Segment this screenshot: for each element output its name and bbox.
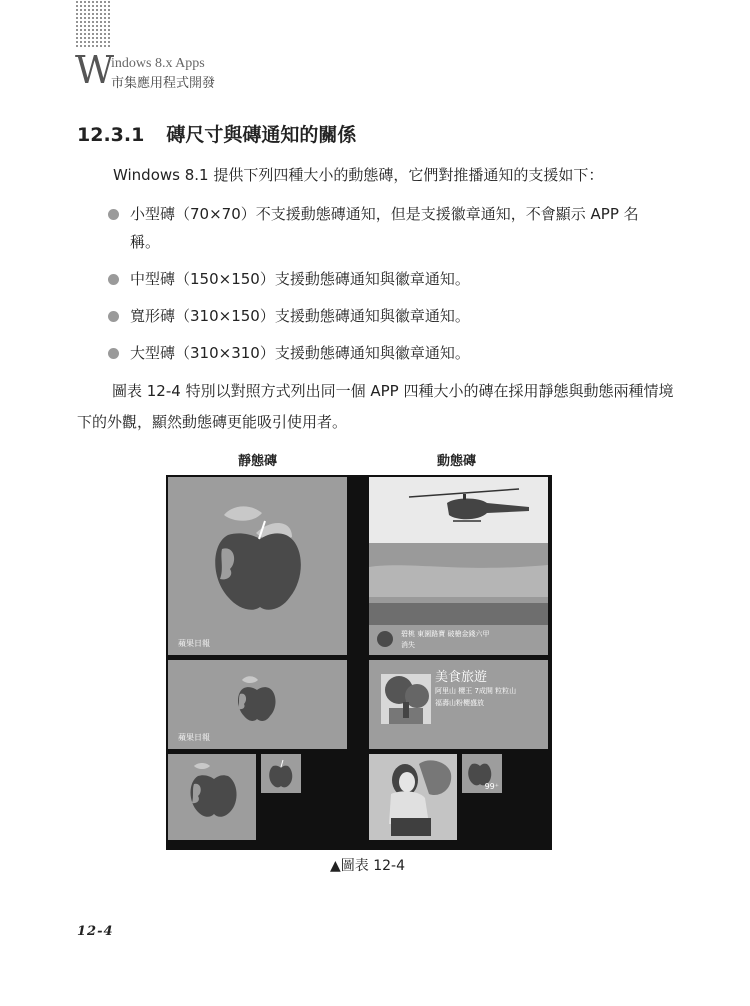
tile-size-list (108, 200, 668, 376)
page-number: 12-4 (77, 924, 114, 939)
apple-icon (377, 631, 393, 647)
dynamic-wide-text-2: 福壽山粉櫻盛放 (435, 699, 484, 707)
dynamic-wide-text-1: 阿里山 櫻王 7成開 粒粒山 (435, 687, 517, 695)
figure-caption: ▲圖表 12-4 (330, 858, 405, 874)
dynamic-tiles-label: 動態磚 (437, 454, 477, 469)
list-item-text: 大型磚（310×310）支援動態磚通知與徽章通知。 (130, 344, 470, 362)
list-item (108, 302, 668, 330)
dynamic-medium-tile (367, 752, 459, 842)
dynamic-small-tile (460, 752, 504, 795)
dynamic-large-text-2: 消失 (401, 641, 415, 649)
bullet-icon (108, 274, 119, 285)
bullet-icon (108, 311, 119, 322)
bullet-icon (108, 348, 119, 359)
header-subtitle: 市集應用程式開發 (111, 76, 216, 91)
list-item-text: 小型磚（70×70）不支援動態磚通知，但是支援徽章通知，不會顯示 APP 名稱。 (130, 205, 639, 251)
list-item (108, 200, 668, 256)
dynamic-wide-tile (367, 658, 550, 751)
person-photo (369, 754, 457, 840)
dynamic-large-text-1: 碧桃 東園路寶 破槍金錢六甲 (401, 630, 490, 638)
static-large-app-name: 蘋果日報 (178, 639, 210, 648)
header-logo-letter: W (75, 48, 115, 92)
bullet-icon (108, 209, 119, 220)
section-heading (77, 120, 356, 147)
static-tiles-label: 靜態磚 (238, 454, 278, 469)
static-medium-tile (166, 752, 258, 842)
cherry-blossom-photo (381, 674, 431, 724)
dynamic-wide-title: 美食旅遊 (435, 670, 488, 685)
header-series-title: indows 8.x Apps (111, 56, 205, 71)
section-title-text: 磚尺寸與磚通知的關係 (166, 124, 357, 146)
apple-icon (168, 477, 347, 655)
figure-description: 圖表 12-4 特別以對照方式列出同一個 APP 四種大小的磚在採用靜態與動態兩種情境下的外觀，顯然動態磚更能吸引使用者。 (77, 382, 674, 431)
static-wide-app-name: 蘋果日報 (178, 733, 210, 742)
list-item-text: 寬形磚（310×150）支援動態磚通知與徽章通知。 (130, 307, 470, 325)
tile-comparison-figure (166, 475, 552, 850)
list-item (108, 265, 668, 293)
badge-count: 99⁺ (484, 782, 499, 791)
static-wide-tile (166, 658, 349, 751)
section-number: 12.3.1 (77, 124, 145, 146)
static-small-tile (259, 752, 303, 795)
corner-dot-pattern (75, 0, 110, 48)
apple-icon (168, 754, 256, 840)
dynamic-large-caption-bar (369, 625, 548, 655)
intro-paragraph: Windows 8.1 提供下列四種大小的動態磚，它們對推播通知的支援如下： (113, 166, 604, 184)
apple-icon (261, 754, 301, 793)
static-large-tile (166, 475, 349, 657)
dynamic-large-tile (367, 475, 550, 657)
list-item (108, 339, 668, 367)
list-item-text: 中型磚（150×150）支援動態磚通知與徽章通知。 (130, 270, 470, 288)
